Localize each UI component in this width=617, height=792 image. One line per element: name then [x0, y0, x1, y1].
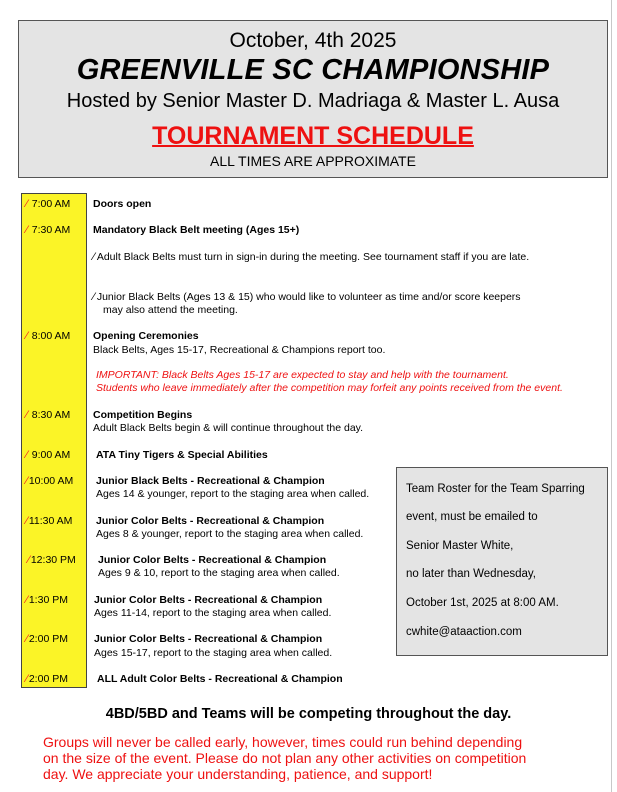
marker-icon: ⁄	[26, 409, 28, 421]
event-comp-begins: Competition Begins	[93, 409, 193, 421]
roster-line: Senior Master White,	[406, 540, 514, 552]
time-slot: ⁄ 9:00 AM	[26, 449, 71, 461]
footer-red-note	[43, 734, 603, 782]
roster-line: no later than Wednesday,	[406, 568, 536, 580]
team-roster-box	[396, 467, 608, 656]
note-comp: Adult Black Belts begin & will continue throughout the day.	[93, 422, 364, 434]
event-opening: Opening Ceremonies	[93, 330, 199, 342]
event-meeting: Mandatory Black Belt meeting (Ages 15+)	[93, 224, 300, 236]
note-jr-color-4: Ages 15-17, report to the staging area when called.	[94, 647, 333, 659]
time-slot: ⁄2:00 PM	[26, 633, 68, 645]
time-slot: ⁄ 7:00 AM	[26, 198, 71, 210]
time-slot: ⁄ 7:30 AM	[26, 224, 71, 236]
roster-line: Team Roster for the Team Sparring	[406, 483, 585, 495]
note-jr-color-1: Ages 8 & younger, report to the staging area when called.	[96, 528, 364, 540]
event-hosts: Hosted by Senior Master D. Madriaga & Master L. Ausa	[66, 90, 560, 112]
marker-icon: ⁄	[26, 673, 28, 685]
important-note-2: Students who leave immediately after the competition may forfeit any points received from the event.	[96, 382, 563, 394]
event-title: GREENVILLE SC CHAMPIONSHIP	[76, 54, 550, 86]
roster-email: cwhite@ataaction.com	[406, 626, 522, 638]
roster-line: October 1st, 2025 at 8:00 AM.	[406, 597, 559, 609]
header-box	[18, 20, 608, 178]
footer-bold-note: 4BD/5BD and Teams will be competing throughout the day.	[105, 706, 512, 722]
time-slot: ⁄12:30 PM	[28, 554, 76, 566]
note-junior-volunteer: ⁄ Junior Black Belts (Ages 13 & 15) who would like to volunteer as time and/or score keepers	[93, 291, 521, 303]
marker-icon: ⁄	[26, 633, 28, 645]
marker-icon: ⁄	[26, 594, 28, 606]
event-doors: Doors open	[93, 198, 152, 210]
time-slot: ⁄10:00 AM	[26, 475, 74, 487]
time-column	[21, 193, 87, 688]
marker-icon: ⁄	[93, 291, 95, 303]
marker-icon: ⁄	[26, 198, 28, 210]
event-date: October, 4th 2025	[229, 29, 397, 52]
time-slot: ⁄ 8:30 AM	[26, 409, 71, 421]
event-jr-color-2: Junior Color Belts - Recreational & Champion	[98, 554, 327, 566]
schedule-title: TOURNAMENT SCHEDULE	[152, 122, 474, 150]
marker-icon: ⁄	[26, 515, 28, 527]
footer-red-line: on the size of the event. Please do not plan any other activities on competition	[43, 750, 527, 766]
time-slot: ⁄11:30 AM	[26, 515, 73, 527]
event-tiny-tigers: ATA Tiny Tigers & Special Abilities	[96, 449, 268, 461]
note-opening: Black Belts, Ages 15-17, Recreational & Champions report too.	[93, 344, 386, 356]
time-slot: ⁄2:00 PM	[26, 673, 68, 685]
note-jr-black: Ages 14 & younger, report to the staging area when called.	[96, 488, 370, 500]
event-jr-black: Junior Black Belts - Recreational & Champion	[96, 475, 325, 487]
event-jr-color-1: Junior Color Belts - Recreational & Champion	[96, 515, 325, 527]
time-slot: ⁄ 8:00 AM	[26, 330, 71, 342]
event-jr-color-3: Junior Color Belts - Recreational & Champion	[94, 594, 323, 606]
time-slot: ⁄1:30 PM	[26, 594, 68, 606]
important-note-1: IMPORTANT: Black Belts Ages 15-17 are expected to stay and help with the tournament.	[96, 369, 509, 381]
event-adult-color: ALL Adult Color Belts - Recreational & Champion	[97, 673, 343, 685]
approx-note: ALL TIMES ARE APPROXIMATE	[210, 153, 416, 169]
footer-red-line: day. We appreciate your understanding, patience, and support!	[43, 766, 433, 782]
note-adult-signin: ⁄ Adult Black Belts must turn in sign-in during the meeting. See tournament staff if you are late.	[93, 251, 530, 263]
note-jr-color-3: Ages 11-14, report to the staging area when called.	[94, 607, 332, 619]
marker-icon: ⁄	[26, 330, 28, 342]
marker-icon: ⁄	[26, 475, 28, 487]
marker-icon: ⁄	[26, 449, 28, 461]
marker-icon: ⁄	[26, 224, 28, 236]
marker-icon: ⁄	[93, 251, 95, 263]
note-jr-color-2: Ages 9 & 10, report to the staging area when called.	[98, 567, 340, 579]
marker-icon: ⁄	[28, 554, 30, 566]
roster-line: event, must be emailed to	[406, 511, 538, 523]
footer-red-line: Groups will never be called early, however, times could run behind depending	[43, 734, 523, 750]
note-junior-volunteer-cont: may also attend the meeting.	[103, 304, 238, 316]
event-jr-color-4: Junior Color Belts - Recreational & Champion	[94, 633, 323, 645]
